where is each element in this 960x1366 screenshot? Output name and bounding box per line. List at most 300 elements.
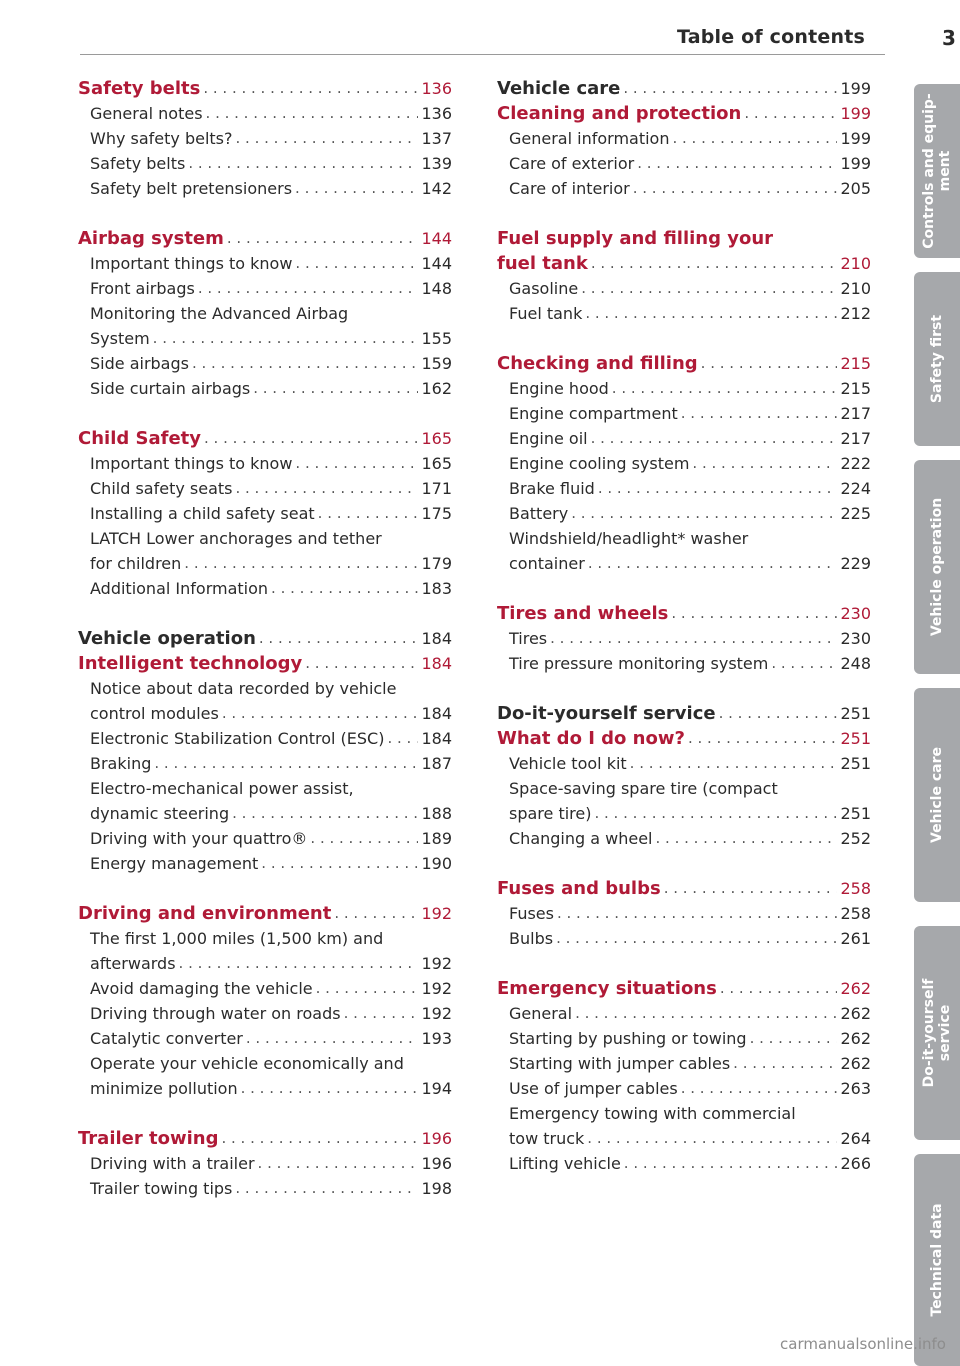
toc-section[interactable] [78, 901, 452, 926]
toc-entry[interactable] [78, 851, 452, 876]
toc-label: Avoid damaging the vehicle [90, 979, 313, 998]
toc-entry[interactable] [497, 1051, 871, 1076]
chapter-tab-label: Vehicle operation [929, 497, 945, 637]
dot-leader [292, 176, 418, 201]
page-number: 3 [942, 26, 956, 50]
toc-page-number: 137 [421, 129, 452, 148]
dot-leader [176, 951, 418, 976]
toc-entry-line: Notice about data recorded by vehicle [90, 679, 397, 698]
dot-leader [232, 1176, 418, 1201]
toc-page-number: 187 [421, 754, 452, 773]
toc-entry[interactable] [78, 151, 452, 176]
spacer [78, 201, 452, 226]
chapter-tab[interactable] [914, 272, 960, 446]
toc-entry[interactable] [78, 551, 452, 576]
toc-page-number: 262 [840, 1029, 871, 1048]
toc-entry[interactable] [497, 826, 871, 851]
toc-entry[interactable] [497, 376, 871, 401]
dot-leader [689, 451, 837, 476]
dot-leader [553, 926, 837, 951]
dot-leader [554, 901, 837, 926]
toc-entry[interactable] [78, 751, 452, 776]
toc-entry[interactable] [497, 1126, 871, 1151]
toc-page-number: 192 [421, 979, 452, 998]
toc-label: Lifting vehicle [509, 1154, 621, 1173]
toc-entry-line: The first 1,000 miles (1,500 km) and [90, 929, 384, 948]
toc-page-number: 183 [421, 579, 452, 598]
toc-page-number: 224 [840, 479, 871, 498]
toc-entry[interactable] [78, 1176, 452, 1201]
toc-label: Tires [509, 629, 548, 648]
toc-label: for children [90, 554, 182, 573]
toc-section[interactable] [78, 426, 452, 451]
toc-label: Cleaning and protection [497, 103, 742, 124]
toc-page-number: 229 [840, 554, 871, 573]
toc-page-number: 165 [421, 429, 452, 448]
toc-label: Important things to know [90, 254, 293, 273]
toc-section[interactable] [497, 876, 871, 901]
toc-entry[interactable] [497, 551, 871, 576]
toc-entry[interactable] [78, 576, 452, 601]
chapter-tab-label: Controls and equip- ment [921, 93, 953, 249]
toc-entry-line: Electro-mechanical power assist, [90, 779, 354, 798]
dot-leader [307, 826, 418, 851]
dot-leader [243, 1026, 418, 1051]
chapter-tab-label: Safety first [929, 314, 945, 404]
toc-entry[interactable] [78, 826, 452, 851]
toc-entry[interactable] [497, 126, 871, 151]
toc-label: Trailer towing tips [90, 1179, 233, 1198]
spacer [497, 851, 871, 876]
dot-leader [315, 501, 418, 526]
toc-entry[interactable] [78, 126, 452, 151]
toc-page-number: 196 [421, 1154, 452, 1173]
toc-page-number: 171 [421, 479, 452, 498]
dot-leader [678, 401, 837, 426]
toc-label: Safety belts [90, 154, 186, 173]
dot-leader [181, 551, 418, 576]
toc-page-number: 165 [421, 454, 452, 473]
toc-page-number: 162 [421, 379, 452, 398]
toc-page-number: 184 [421, 629, 452, 648]
toc-label: General [509, 1004, 573, 1023]
toc-label: fuel tank [497, 253, 588, 274]
toc-section[interactable] [497, 251, 871, 276]
toc-entry[interactable] [497, 451, 871, 476]
toc-entry[interactable] [497, 276, 871, 301]
dot-leader [595, 476, 837, 501]
toc-page-number: 205 [840, 179, 871, 198]
spacer [497, 576, 871, 601]
dot-leader [292, 251, 418, 276]
toc-page-number: 184 [421, 729, 452, 748]
toc-label: Use of jumper cables [509, 1079, 678, 1098]
toc-section-line: Fuel supply and filling your [497, 228, 774, 249]
toc-entry-line: LATCH Lower anchorages and tether [90, 529, 382, 548]
toc-page-number: 225 [840, 504, 871, 523]
dot-leader [585, 551, 837, 576]
toc-page-number: 193 [421, 1029, 452, 1048]
toc-entry[interactable] [78, 451, 452, 476]
toc-label: Additional Information [90, 579, 269, 598]
dot-leader [201, 426, 418, 451]
dot-leader [741, 101, 837, 126]
dot-leader [584, 1126, 837, 1151]
toc-entry[interactable] [497, 801, 871, 826]
toc-label: General notes [90, 104, 203, 123]
toc-entry[interactable] [497, 151, 871, 176]
toc-page-number: 188 [421, 804, 452, 823]
toc-section[interactable] [497, 101, 871, 126]
toc-label: Brake fluid [509, 479, 595, 498]
dot-leader [768, 651, 837, 676]
dot-leader [384, 726, 418, 751]
toc-page-number: 199 [840, 129, 871, 148]
toc-section[interactable] [78, 1126, 452, 1151]
toc-label: Important things to know [90, 454, 293, 473]
toc-section[interactable] [78, 226, 452, 251]
toc-entry[interactable] [78, 1076, 452, 1101]
toc-label: Bulbs [509, 929, 554, 948]
toc-page-number: 144 [421, 254, 452, 273]
page-header [80, 26, 885, 55]
toc-page-number: 210 [840, 279, 871, 298]
toc-page-number: 192 [421, 954, 452, 973]
dot-leader [331, 901, 418, 926]
toc-label: Care of interior [509, 179, 630, 198]
toc-label: Fuses and bulbs [497, 878, 661, 899]
toc-entry[interactable] [78, 376, 452, 401]
dot-leader [678, 1076, 837, 1101]
toc-label: Checking and filling [497, 353, 698, 374]
toc-label: Driving with your quattro® [90, 829, 308, 848]
toc-entry[interactable] [497, 901, 871, 926]
toc-label: Child Safety [78, 428, 202, 449]
toc-page-number: 194 [421, 1079, 452, 1098]
toc-entry[interactable] [497, 1151, 871, 1176]
toc-section[interactable] [497, 976, 871, 1001]
toc-page-number: 210 [840, 254, 871, 273]
toc-page-number: 192 [421, 904, 452, 923]
dot-leader [630, 176, 837, 201]
toc-label: Vehicle tool kit [509, 754, 627, 773]
toc-section[interactable] [497, 351, 871, 376]
toc-label: General information [509, 129, 670, 148]
toc-label: Vehicle care [497, 78, 621, 99]
toc-page-number: 136 [421, 79, 452, 98]
dot-leader [268, 576, 418, 601]
dot-leader [730, 1051, 837, 1076]
dot-leader [238, 1076, 418, 1101]
dot-leader [150, 326, 418, 351]
toc-label: Do-it-yourself service [497, 703, 716, 724]
toc-page-number: 184 [421, 704, 452, 723]
toc-page-number: 148 [421, 279, 452, 298]
chapter-tab[interactable] [914, 460, 960, 674]
dot-leader [609, 376, 837, 401]
toc-page-number: 189 [421, 829, 452, 848]
toc-entry[interactable] [78, 501, 452, 526]
toc-section[interactable] [497, 76, 871, 101]
toc-entry-line: Emergency towing with commercial [509, 1104, 796, 1123]
toc-label: Why safety belts? [90, 129, 233, 148]
dot-leader [255, 1151, 418, 1176]
dot-leader [621, 1151, 837, 1176]
toc-page-number: 159 [421, 354, 452, 373]
toc-page-number: 217 [840, 404, 871, 423]
toc-label: Fuses [509, 904, 554, 923]
toc-page-number: 190 [421, 854, 452, 873]
spacer [497, 201, 871, 226]
toc-page-number: 179 [421, 554, 452, 573]
dot-leader [185, 151, 418, 176]
toc-entry[interactable] [78, 726, 452, 751]
toc-entry[interactable] [497, 301, 871, 326]
spacer [497, 676, 871, 701]
toc-label: Intelligent technology [78, 653, 303, 674]
toc-page-number: 251 [840, 754, 871, 773]
dot-leader [668, 601, 837, 626]
toc-label: Driving with a trailer [90, 1154, 255, 1173]
toc-label: Electronic Stabilization Control (ESC) [90, 729, 385, 748]
toc-label: Engine cooling system [509, 454, 690, 473]
dot-leader [341, 1001, 418, 1026]
toc-label: Braking [90, 754, 152, 773]
toc-page-number: 192 [421, 1004, 452, 1023]
toc-label: Child safety seats [90, 479, 233, 498]
toc-entry[interactable] [78, 101, 452, 126]
toc-label: Side curtain airbags [90, 379, 251, 398]
toc-entry[interactable] [497, 1001, 871, 1026]
toc-entry[interactable] [497, 501, 871, 526]
toc-page-number: 215 [840, 354, 871, 373]
toc-label: Engine oil [509, 429, 588, 448]
toc-entry[interactable] [78, 326, 452, 351]
toc-page-number: 199 [840, 79, 871, 98]
dot-leader [627, 751, 837, 776]
spacer [497, 326, 871, 351]
toc-page-number: 215 [840, 379, 871, 398]
chapter-tab[interactable] [914, 688, 960, 902]
dot-leader [302, 651, 418, 676]
toc-label: Safety belts [78, 78, 201, 99]
toc-entry[interactable] [78, 1026, 452, 1051]
dot-leader [547, 626, 837, 651]
toc-label: Installing a child safety seat [90, 504, 315, 523]
toc-entry[interactable] [497, 751, 871, 776]
toc-page-number: 155 [421, 329, 452, 348]
toc-section[interactable] [78, 651, 452, 676]
toc-label: Fuel tank [509, 304, 583, 323]
toc-page-number: 198 [421, 1179, 452, 1198]
dot-leader [717, 976, 837, 1001]
toc-entry[interactable] [497, 176, 871, 201]
toc-entry[interactable] [497, 926, 871, 951]
toc-column-left [78, 76, 452, 1201]
toc-entry[interactable] [78, 1001, 452, 1026]
dot-leader [219, 701, 418, 726]
spacer [497, 951, 871, 976]
toc-label: Care of exterior [509, 154, 635, 173]
toc-page-number: 139 [421, 154, 452, 173]
toc-entry[interactable] [497, 476, 871, 501]
toc-label: Engine hood [509, 379, 609, 398]
chapter-tab[interactable] [914, 926, 960, 1140]
toc-entry[interactable] [78, 251, 452, 276]
dot-leader [195, 276, 418, 301]
dot-leader [151, 751, 418, 776]
dot-leader [218, 1126, 418, 1151]
toc-page-number: 258 [840, 904, 871, 923]
toc-page-number: 212 [840, 304, 871, 323]
footer-watermark: carmanualsonline.info [780, 1335, 946, 1353]
toc-label: afterwards [90, 954, 176, 973]
dot-leader [250, 376, 418, 401]
dot-leader [568, 501, 837, 526]
toc-page-number: 252 [840, 829, 871, 848]
toc-entry-line: Monitoring the Advanced Airbag [90, 304, 349, 323]
toc-page-number: 266 [840, 1154, 871, 1173]
dot-leader [716, 701, 837, 726]
dot-leader [620, 76, 837, 101]
toc-label: Starting with jumper cables [509, 1054, 731, 1073]
toc-label: Vehicle operation [78, 628, 256, 649]
toc-entry[interactable] [78, 1151, 452, 1176]
toc-page-number: 230 [840, 604, 871, 623]
toc-page-number: 263 [840, 1079, 871, 1098]
toc-page-number: 251 [840, 804, 871, 823]
toc-page-number: 262 [840, 1054, 871, 1073]
dot-leader [313, 976, 418, 1001]
toc-entry[interactable] [78, 951, 452, 976]
toc-page-number: 251 [840, 704, 871, 723]
toc-label: Safety belt pretensioners [90, 179, 293, 198]
toc-page-number: 217 [840, 429, 871, 448]
toc-page-number: 261 [840, 929, 871, 948]
toc-page-number: 136 [421, 104, 452, 123]
toc-label: Trailer towing [78, 1128, 219, 1149]
toc-entry[interactable] [78, 976, 452, 1001]
chapter-tab[interactable] [914, 84, 960, 258]
dot-leader [588, 251, 837, 276]
dot-leader [232, 476, 418, 501]
dot-leader [582, 301, 837, 326]
toc-page-number: 262 [840, 979, 871, 998]
toc-label: Emergency situations [497, 978, 717, 999]
toc-label: minimize pollution [90, 1079, 238, 1098]
toc-label: Side airbags [90, 354, 189, 373]
dot-leader [203, 101, 418, 126]
toc-entry[interactable] [497, 626, 871, 651]
toc-page-number: 142 [421, 179, 452, 198]
toc-label: Gasoline [509, 279, 579, 298]
toc-page-number: 230 [840, 629, 871, 648]
dot-leader [588, 426, 837, 451]
toc-entry[interactable] [78, 351, 452, 376]
toc-entry[interactable] [78, 476, 452, 501]
toc-entry[interactable] [78, 276, 452, 301]
dot-leader [233, 126, 418, 151]
toc-entry-line: Operate your vehicle economically and [90, 1054, 404, 1073]
dot-leader [256, 626, 418, 651]
toc-label: Tires and wheels [497, 603, 669, 624]
toc-section[interactable] [497, 726, 871, 751]
chapter-tab-label: Technical data [929, 1203, 945, 1317]
toc-section[interactable] [78, 626, 452, 651]
toc-label: Battery [509, 504, 569, 523]
toc-section[interactable] [497, 701, 871, 726]
toc-label: control modules [90, 704, 219, 723]
spacer [78, 876, 452, 901]
toc-page-number: 251 [840, 729, 871, 748]
toc-entry[interactable] [497, 1076, 871, 1101]
toc-entry[interactable] [78, 176, 452, 201]
toc-column-right [497, 76, 871, 1176]
dot-leader [229, 801, 418, 826]
toc-page-number: 199 [840, 154, 871, 173]
dot-leader [572, 1001, 837, 1026]
toc-entry-line: Windshield/headlight* washer [509, 529, 749, 548]
toc-entry-line: Space-saving spare tire (compact [509, 779, 778, 798]
toc-label: Tire pressure monitoring system [509, 654, 769, 673]
spacer [78, 601, 452, 626]
toc-label: Airbag system [78, 228, 224, 249]
toc-label: What do I do now? [497, 728, 685, 749]
dot-leader [661, 876, 837, 901]
toc-page-number: 264 [840, 1129, 871, 1148]
dot-leader [578, 276, 837, 301]
dot-leader [698, 351, 837, 376]
toc-label: Starting by pushing or towing [509, 1029, 747, 1048]
toc-label: Catalytic converter [90, 1029, 243, 1048]
toc-page-number: 199 [840, 104, 871, 123]
toc-label: dynamic steering [90, 804, 230, 823]
toc-page-number: 144 [421, 229, 452, 248]
dot-leader [653, 826, 838, 851]
toc-label: Driving through water on roads [90, 1004, 341, 1023]
toc-section[interactable] [497, 601, 871, 626]
toc-section[interactable] [78, 76, 452, 101]
dot-leader [685, 726, 837, 751]
toc-page-number: 258 [840, 879, 871, 898]
toc-entry[interactable] [497, 426, 871, 451]
toc-entry[interactable] [497, 401, 871, 426]
toc-page-number: 248 [840, 654, 871, 673]
toc-page-number: 222 [840, 454, 871, 473]
header-title: Table of contents [676, 26, 865, 48]
dot-leader [591, 801, 837, 826]
dot-leader [189, 351, 418, 376]
toc-entry[interactable] [78, 801, 452, 826]
toc-entry[interactable] [497, 1026, 871, 1051]
toc-page-number: 196 [421, 1129, 452, 1148]
toc-page-number: 262 [840, 1004, 871, 1023]
toc-label: Engine compartment [509, 404, 678, 423]
toc-entry[interactable] [497, 651, 871, 676]
dot-leader [224, 226, 418, 251]
spacer [78, 1101, 452, 1126]
toc-entry[interactable] [78, 701, 452, 726]
chapter-tab-label: Do-it-yourself service [921, 978, 953, 1088]
toc-label: Energy management [90, 854, 259, 873]
toc-label: Driving and environment [78, 903, 332, 924]
dot-leader [258, 851, 418, 876]
toc-label: System [90, 329, 150, 348]
toc-label: tow truck [509, 1129, 585, 1148]
toc-page-number: 184 [421, 654, 452, 673]
toc-page-number: 175 [421, 504, 452, 523]
dot-leader [634, 151, 837, 176]
